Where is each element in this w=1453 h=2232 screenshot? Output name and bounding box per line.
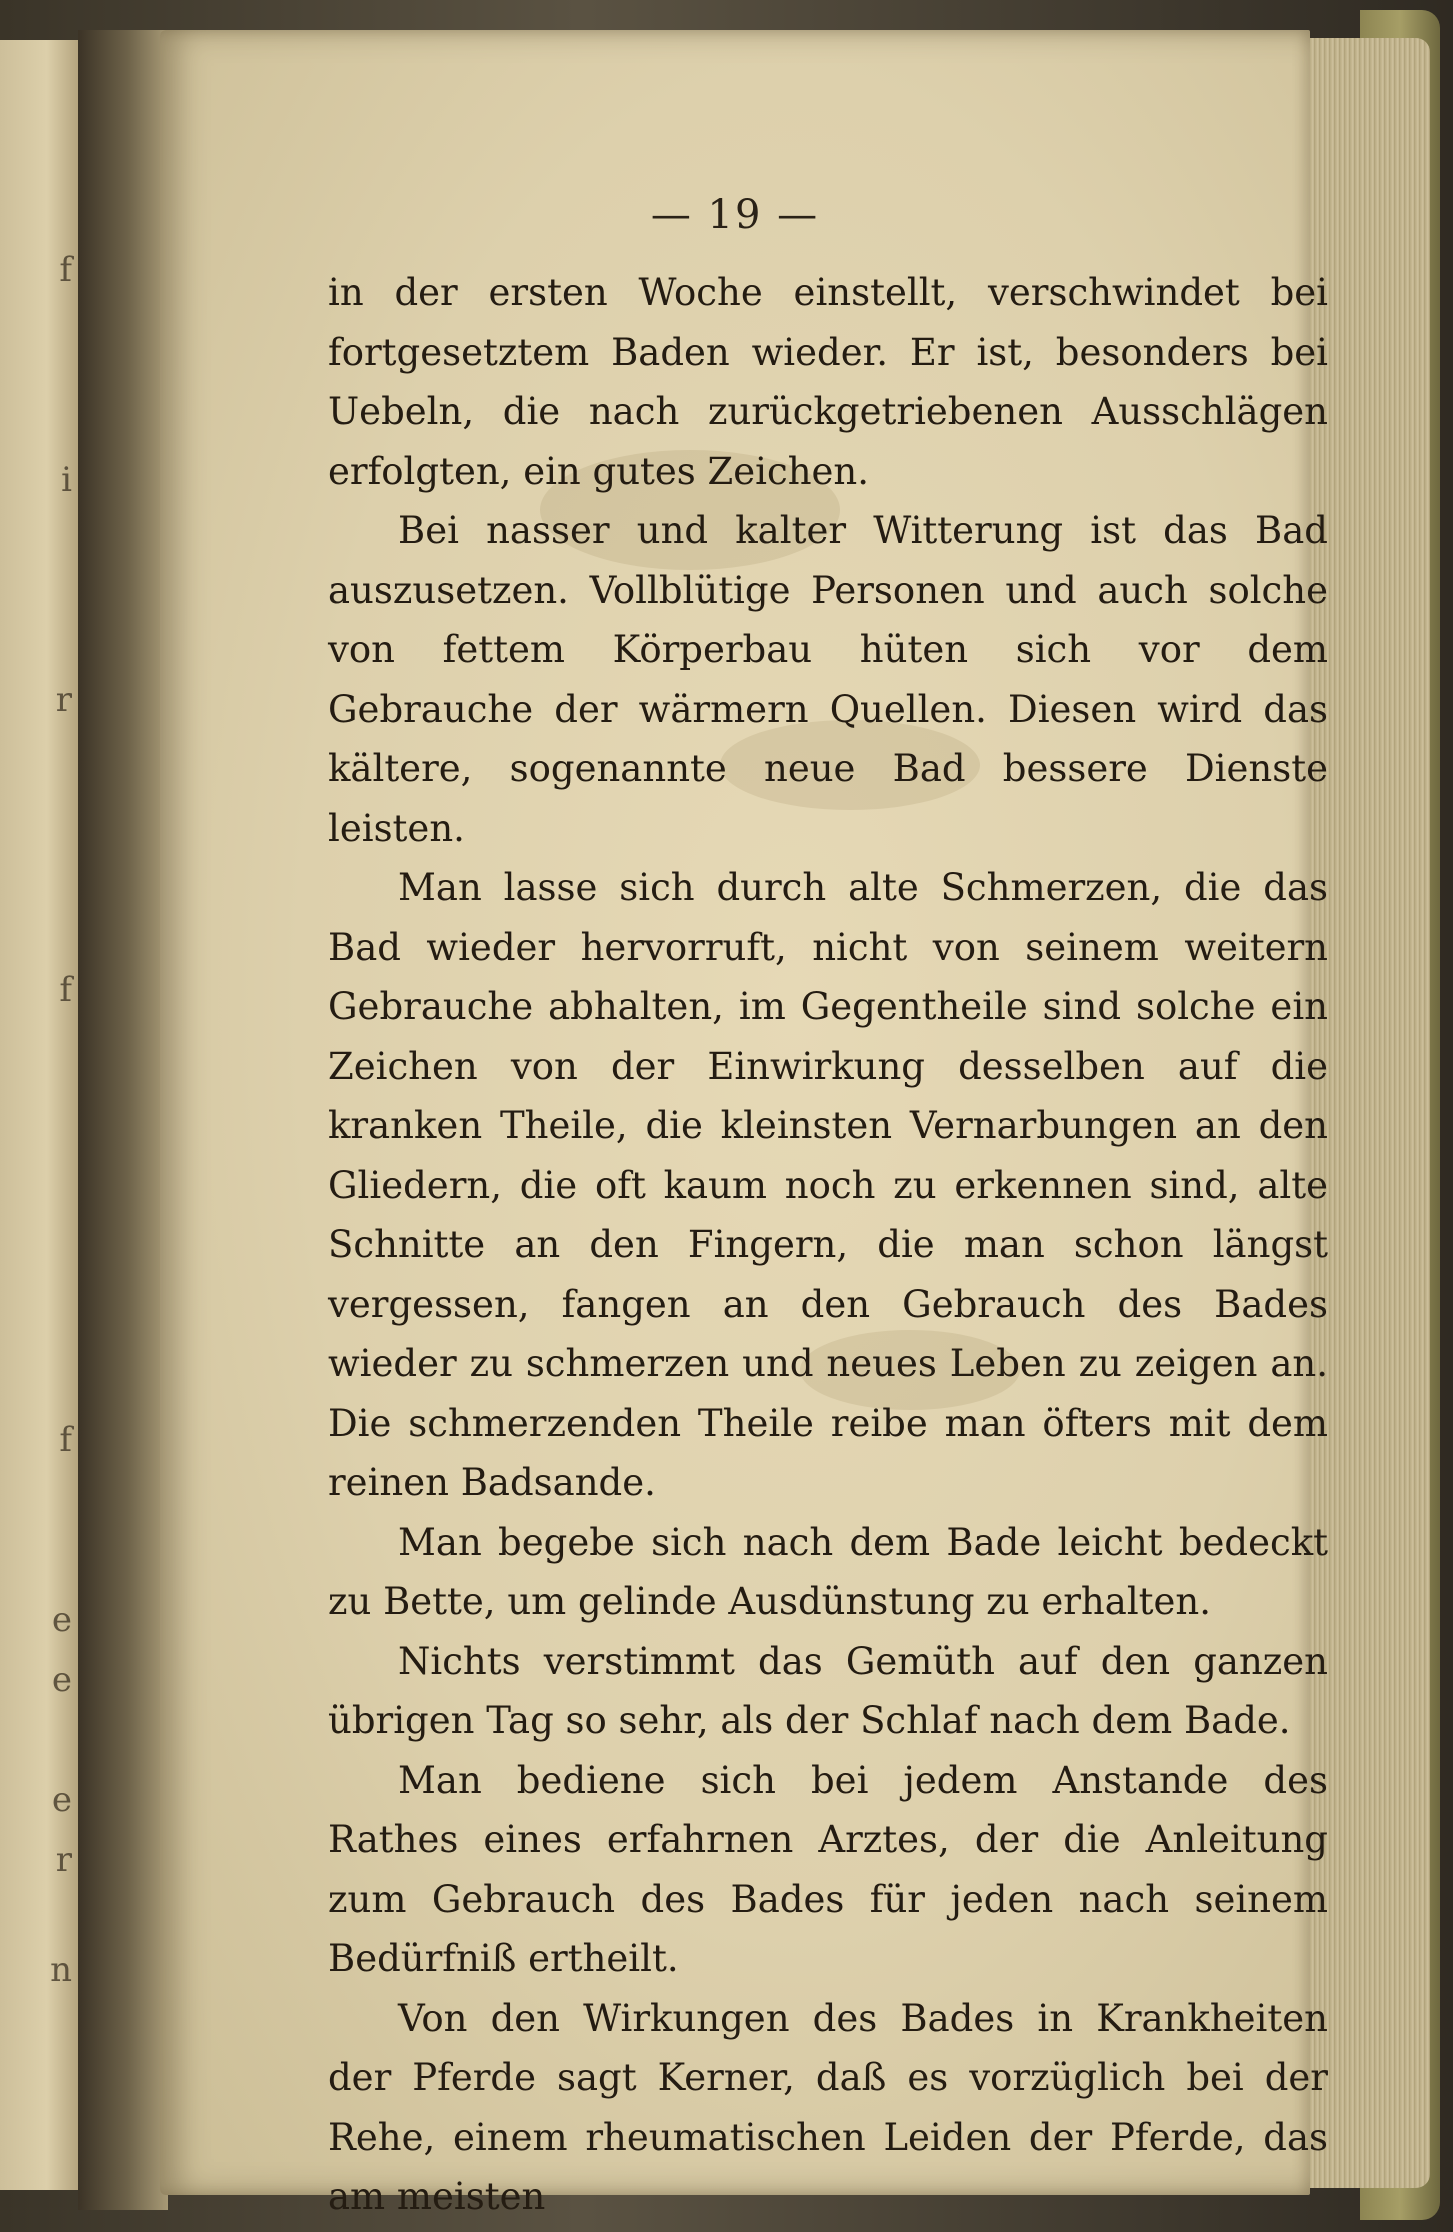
left-page-letter: e	[51, 1600, 72, 1640]
paragraph: Bei nasser und kalter Witterung ist das Bad auszusetzen. Vollblütige Personen und auch solche von fettem Körperbau hüten sich vor dem Gebrauche der wärmern Quellen. Diesen wird das kältere, sogenannte neue Bad bessere Dienste leisten.	[328, 509, 1328, 850]
book-gutter-shadow	[78, 30, 168, 2210]
left-page-letter: f	[59, 1420, 72, 1460]
left-page-letter: r	[55, 680, 72, 720]
page-body-text	[328, 263, 1328, 2227]
page-number: — 19 —	[650, 192, 820, 238]
left-page-letter: i	[61, 460, 72, 500]
left-page-letter: f	[59, 970, 72, 1010]
book-page	[160, 30, 1328, 2218]
paragraph: Von den Wirkungen des Bades in Krankheiten der Pferde sagt Kerner, daß es vorzüglich bei der Rehe, einem rheumatischen Leiden der Pferde, das am meisten	[328, 1996, 1328, 2218]
paragraph: Nichts verstimmt das Gemüth auf den ganzen übrigen Tag so sehr, als der Schlaf nach dem Bade.	[328, 1639, 1328, 1742]
paragraph: Man bediene sich bei jedem Anstande des Rathes eines erfahrnen Arztes, der die Anleitung zum Gebrauch des Bades für jeden nach seinem Bedürfniß ertheilt.	[328, 1758, 1328, 1980]
paragraph: Man lasse sich durch alte Schmerzen, die das Bad wieder hervorruft, nicht von seinem weitern Gebrauche abhalten, im Gegentheile sind solche ein Zeichen von der Einwirkung desselben auf die kranken Theile, die kleinsten Vernarbungen an den Gliedern, die oft kaum noch zu erkennen sind, alte Schnitte an den Fingern, die man schon längst vergessen, fangen an den Gebrauch des Bades wieder zu schmerzen und neues Leben zu zeigen an. Die schmerzenden Theile reibe man öfters mit dem reinen Badsande.	[328, 866, 1328, 1504]
left-page-letter: e	[51, 1780, 72, 1820]
left-facing-page	[0, 40, 80, 2190]
left-page-letter: f	[59, 250, 72, 290]
left-page-letter: e	[51, 1660, 72, 1700]
left-page-letter: n	[50, 1950, 72, 1990]
left-page-letter: r	[55, 1840, 72, 1880]
paragraph: in der ersten Woche einstellt, verschwindet bei fortgesetztem Baden wieder. Er ist, besonders bei Uebeln, die nach zurückgetriebenen Ausschlägen erfolgten, ein gutes Zeichen.	[328, 271, 1328, 493]
paragraph: Man begebe sich nach dem Bade leicht bedeckt zu Bette, um gelinde Ausdünstung zu erhalten.	[328, 1520, 1328, 1623]
